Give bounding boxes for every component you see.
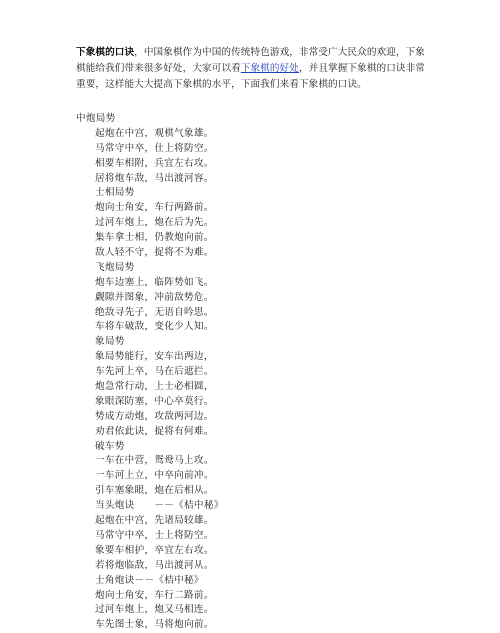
mnemonic-line: 过河车炮上，炮又马相连。 xyxy=(95,604,214,616)
mnemonic-line: 炮车边塞上，临阵势如飞。 xyxy=(95,276,214,288)
mnemonic-line: 中炮局势 xyxy=(76,113,116,124)
mnemonic-line: 一车在中营，鸳鸯马上攻。 xyxy=(95,455,214,467)
mnemonic-line: 车先图士象，马将炮向前。 xyxy=(95,619,214,631)
mnemonic-line: 起炮在中宫，观棋气象雄。 xyxy=(95,127,214,139)
mnemonic-line: 过河车炮上，炮在后为先。 xyxy=(95,217,214,229)
link-xiangqi-benefits[interactable]: 下象棋的好处 xyxy=(240,63,299,74)
mnemonic-line: 飞炮局势 xyxy=(95,261,135,273)
mnemonic-line: 象要车相护，卒宜左右攻。 xyxy=(95,544,214,556)
mnemonic-line: 炮向士角安，车行二路前。 xyxy=(95,589,214,601)
mnemonic-line: 敌人轻不守，捉将不为难。 xyxy=(95,247,214,259)
mnemonic-line: 象眼深防塞，中心卒莫行。 xyxy=(95,395,214,407)
mnemonic-line: 绝敌寻先子，无语自吟思。 xyxy=(95,306,214,318)
mnemonic-line: 相要车相附，兵宜左右攻。 xyxy=(95,157,214,169)
mnemonic-line: 集车拿士相，仍教炮向前。 xyxy=(95,232,214,244)
intro-text-part1: ，中国象棋作为中国的传统特色游戏，非常受广大民众的欢迎，下象棋能给我们带来很多好处，大家可以看 xyxy=(76,47,425,74)
mnemonic-line: 起炮在中宫，先诸局较雄。 xyxy=(95,515,214,527)
mnemonic-line: 炮急常行动，上士必相圆， xyxy=(95,381,214,393)
mnemonic-line: 当头炮诀 －－《桔中秘》 xyxy=(95,500,224,512)
intro-title: 下象棋的口诀 xyxy=(76,47,135,58)
mnemonic-line: 势成方动炮，攻敌两河边。 xyxy=(95,410,214,422)
mnemonic-line: 象局势 xyxy=(95,336,125,348)
mnemonic-line: 劝君依此诀，捉将有何难。 xyxy=(95,425,214,437)
mnemonic-line: 一车河上立，中卒向前冲。 xyxy=(95,470,214,482)
mnemonic-line: 居将炮车敌，马出渡河容。 xyxy=(95,172,214,184)
mnemonic-line: 士相局势 xyxy=(95,187,135,199)
intro-paragraph xyxy=(76,45,428,93)
mnemonic-list xyxy=(76,112,376,633)
mnemonic-line: 车将车破敌，变化少人知。 xyxy=(95,321,214,333)
mnemonic-line: 马常守中卒，士上将防空。 xyxy=(95,529,214,541)
mnemonic-line: 若将炮临敌，马出渡河从。 xyxy=(95,559,214,571)
mnemonic-line: 象局势能行，安车出两边， xyxy=(95,351,214,363)
mnemonic-line: 引车塞象眼，炮在后相从。 xyxy=(95,485,214,497)
mnemonic-line: 破车势 xyxy=(95,440,125,452)
mnemonic-line: 马常守中卒，仕上将防空。 xyxy=(95,142,214,154)
mnemonic-line: 炮向士角安，车行两路前。 xyxy=(95,202,214,214)
mnemonic-line: 觑隙并图象，冲前敌势危。 xyxy=(95,291,214,303)
mnemonic-line: 车先河上卒，马在后遮拦。 xyxy=(95,366,214,378)
intro-text-part2: ，并且掌握下象棋的口诀非常重要，这样能大大提高下象棋的水平，下面我们来看下象棋的口诀。 xyxy=(76,63,425,90)
mnemonic-line: 士角炮诀－－《桔中秘》 xyxy=(95,574,204,586)
